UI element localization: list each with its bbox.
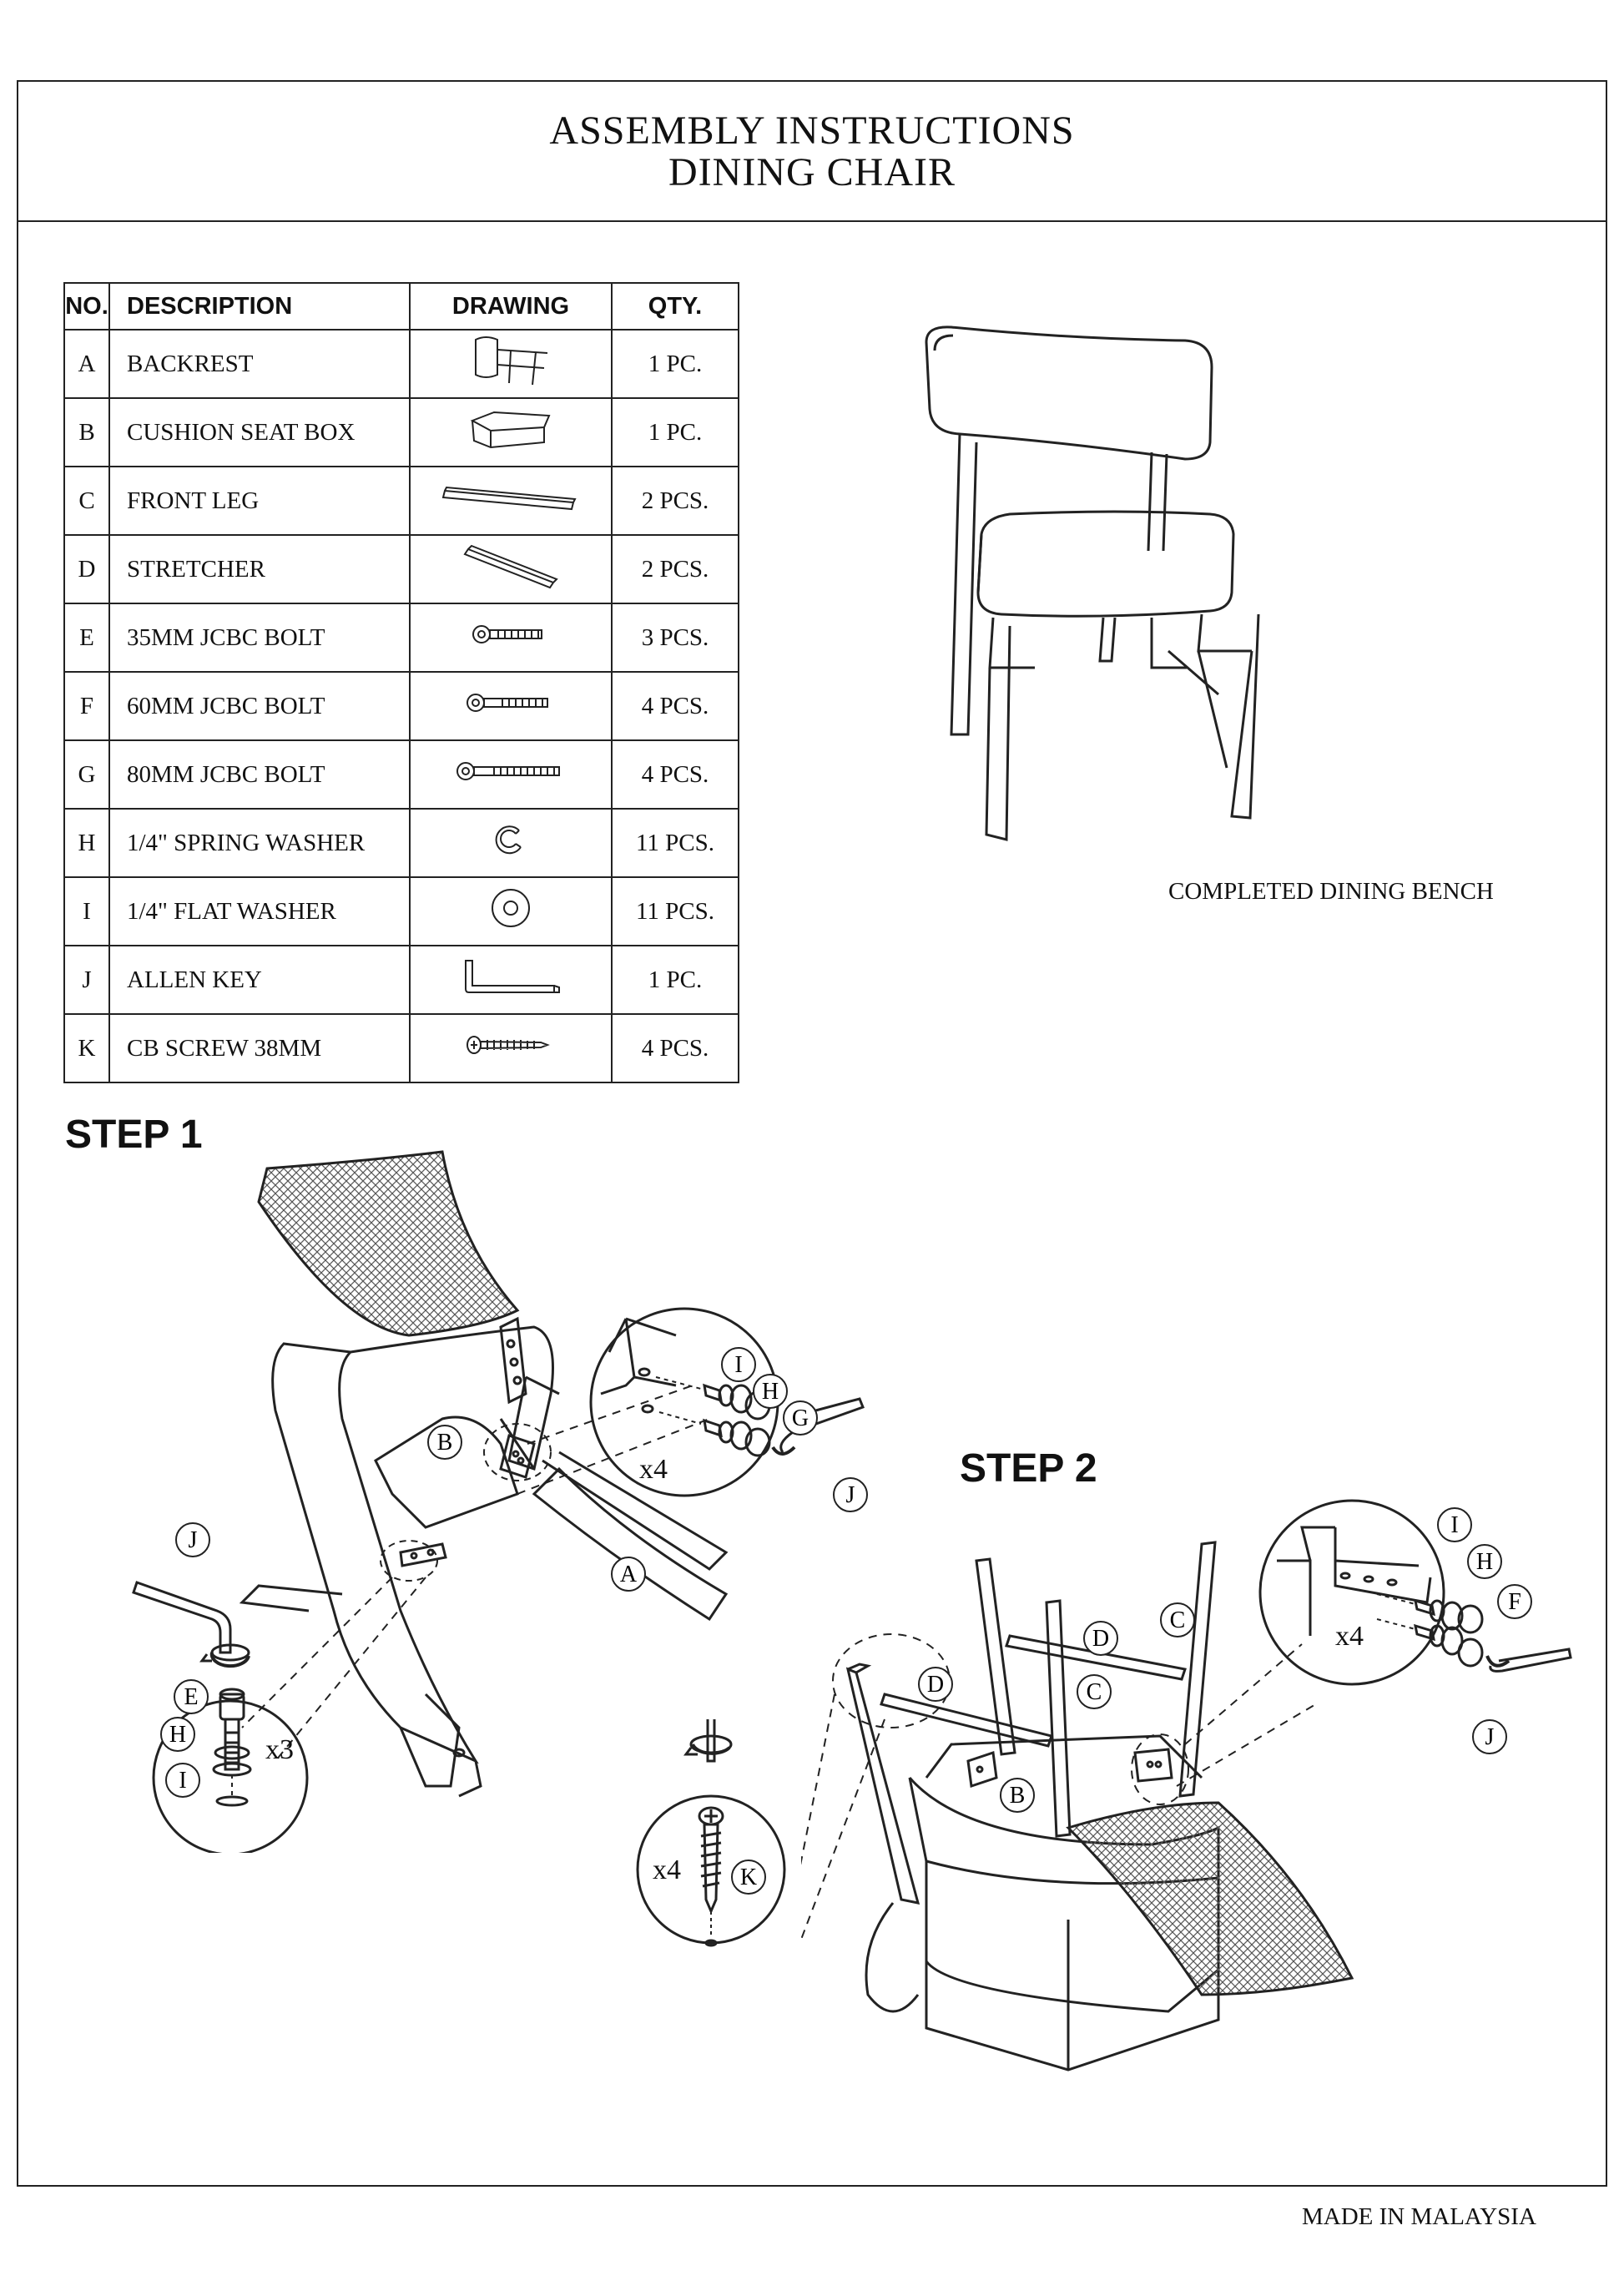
step1-detail-label-g [781,1399,820,1437]
step1-bolt-detail [125,1527,342,1853]
row-no: D [64,535,109,603]
svg-text:B: B [1009,1783,1026,1809]
step2-detail-label-i [1435,1506,1474,1544]
step1-count-x3: x3 [265,1734,294,1765]
row-no: C [64,467,109,535]
step2-label-b [998,1776,1036,1814]
svg-text:J: J [845,1482,855,1508]
step2-label-d1 [916,1665,955,1703]
row-description: 35MM JCBC BOLT [109,603,410,672]
row-qty: 1 PC. [612,330,739,398]
backrest-icon [410,330,612,398]
step2-screw-detail [634,1711,818,1961]
row-qty: 4 PCS. [612,740,739,809]
row-qty: 1 PC. [612,398,739,467]
step2-detail-label-f [1495,1582,1534,1621]
svg-text:E: E [184,1684,199,1710]
table-row [64,946,739,1014]
row-description: STRETCHER [109,535,410,603]
step2-label-d2 [1082,1619,1120,1658]
completed-chair-illustration [901,317,1369,885]
svg-text:G: G [791,1405,809,1431]
row-no: I [64,877,109,946]
step2-title: STEP 2 [960,1446,1097,1491]
row-qty: 11 PCS. [612,877,739,946]
completed-caption: COMPLETED DINING BENCH [1168,878,1494,905]
svg-text:K: K [739,1865,758,1890]
row-qty: 4 PCS. [612,672,739,740]
title-line-2: DINING CHAIR [668,150,956,194]
row-qty: 11 PCS. [612,809,739,877]
step1-label-j [174,1521,212,1559]
spring-washer-icon [410,809,612,877]
row-no: A [64,330,109,398]
footer-made-in: MADE IN MALAYSIA [1302,2203,1536,2230]
svg-text:I: I [179,1768,187,1794]
svg-text:D: D [1092,1626,1110,1652]
step1-title: STEP 1 [65,1113,203,1157]
row-no: E [64,603,109,672]
table-row [64,877,739,946]
row-description: FRONT LEG [109,467,410,535]
header-description: DESCRIPTION [109,283,410,330]
svg-text:I: I [734,1352,743,1378]
row-description: 60MM JCBC BOLT [109,672,410,740]
row-qty: 4 PCS. [612,1014,739,1082]
table-row [64,809,739,877]
step2-detail-count-x4: x4 [1335,1621,1364,1652]
parts-table-header [64,283,739,330]
flat-washer-icon [410,877,612,946]
svg-text:D: D [926,1672,945,1698]
row-no: J [64,946,109,1014]
seat-box-icon [410,398,612,467]
svg-text:J: J [1485,1724,1495,1750]
row-no: G [64,740,109,809]
header-no: NO. [64,283,109,330]
step1-detail-label-j [831,1476,870,1514]
row-description: BACKREST [109,330,410,398]
step1-label-i [164,1761,202,1799]
page-header [17,80,1607,222]
svg-text:B: B [436,1430,453,1456]
step2-detail-label-j [1470,1718,1509,1756]
header-qty: QTY. [612,283,739,330]
allen-key-icon [410,946,612,1014]
row-no: K [64,1014,109,1082]
row-no: H [64,809,109,877]
row-qty: 1 PC. [612,946,739,1014]
step2-detail-label-h [1465,1542,1504,1581]
table-row [64,672,739,740]
bolt-icon [410,672,612,740]
row-description: ALLEN KEY [109,946,410,1014]
table-row [64,330,739,398]
step1-detail-count-x4: x4 [639,1454,668,1485]
step1-label-b [426,1423,464,1461]
svg-text:H: H [761,1379,779,1405]
bolt-icon [410,740,612,809]
row-no: F [64,672,109,740]
svg-text:J: J [188,1527,198,1553]
row-description: CB SCREW 38MM [109,1014,410,1082]
row-description: CUSHION SEAT BOX [109,398,410,467]
row-description: 1/4" FLAT WASHER [109,877,410,946]
parts-table [63,282,739,1083]
row-qty: 2 PCS. [612,535,739,603]
row-description: 1/4" SPRING WASHER [109,809,410,877]
table-row [64,1014,739,1082]
step1-label-a [609,1555,648,1593]
step2-label-c1 [1158,1601,1197,1639]
front-leg-icon [410,467,612,535]
row-qty: 2 PCS. [612,467,739,535]
svg-text:A: A [619,1562,638,1587]
table-row [64,535,739,603]
svg-text:F: F [1508,1589,1521,1615]
step2-detail-circle [1252,1494,1594,1694]
svg-text:H: H [169,1722,187,1748]
step1-label-e [172,1678,210,1716]
bolt-icon [410,603,612,672]
row-description: 80MM JCBC BOLT [109,740,410,809]
step2-screw-label-k [729,1858,768,1896]
row-qty: 3 PCS. [612,603,739,672]
step2-screw-count-x4: x4 [653,1854,681,1885]
title-line-1: ASSEMBLY INSTRUCTIONS [549,108,1075,153]
table-row [64,740,739,809]
step1-label-h [159,1715,197,1754]
step2-label-c2 [1075,1673,1113,1711]
screw-icon [410,1014,612,1082]
svg-text:H: H [1475,1549,1494,1575]
svg-text:I: I [1450,1512,1459,1538]
row-no: B [64,398,109,467]
table-row [64,398,739,467]
table-row [64,467,739,535]
svg-text:C: C [1086,1679,1102,1705]
header-drawing: DRAWING [410,283,612,330]
stretcher-icon [410,535,612,603]
table-row [64,603,739,672]
svg-text:C: C [1169,1607,1186,1633]
